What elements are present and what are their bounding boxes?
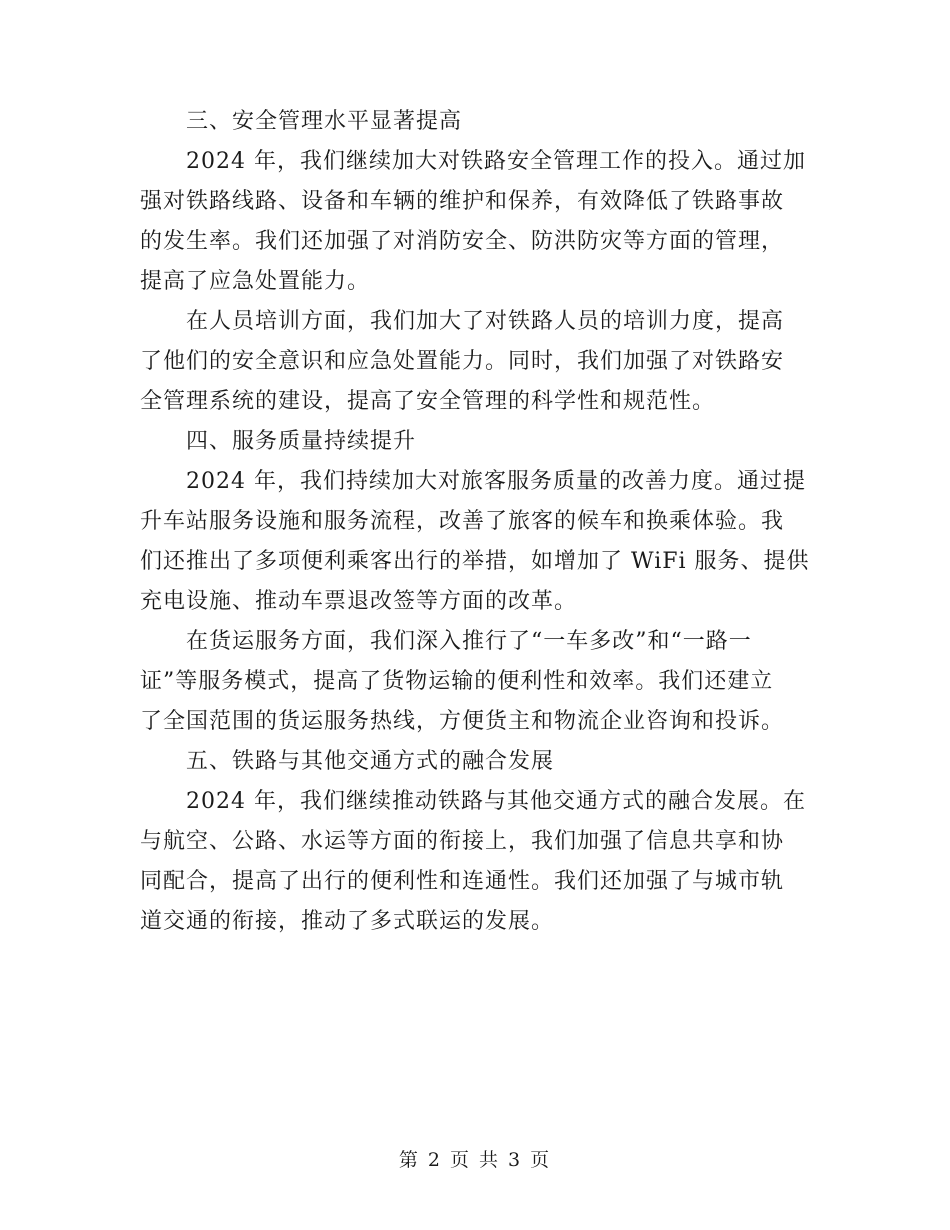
paragraph-safety-investment — [140, 142, 808, 302]
paragraph-line: 的发生率。我们还加强了对消防安全、防洪防灾等方面的管理， — [140, 229, 785, 254]
paragraph-line: 们还推出了多项便利乘客出行的举措，如增加了 WiFi 服务、提供 — [140, 549, 810, 574]
section-heading-integration — [140, 742, 808, 782]
paragraph-line: 在人员培训方面，我们加大了对铁路人员的培训力度，提高 — [186, 309, 785, 334]
paragraph-freight-service — [140, 622, 808, 742]
paragraph-line: 2024 年，我们持续加大对旅客服务质量的改善力度。通过提 — [186, 469, 806, 494]
paragraph-line: 提高了应急处置能力。 — [140, 269, 371, 294]
paragraph-staff-training — [140, 302, 808, 422]
document-body — [140, 102, 808, 942]
paragraph-line: 了全国范围的货运服务热线，方便货主和物流企业咨询和投诉。 — [140, 709, 785, 734]
paragraph-line: 强对铁路线路、设备和车辆的维护和保养，有效降低了铁路事故 — [140, 189, 785, 214]
section-heading-safety — [140, 102, 808, 142]
heading-line: 三、安全管理水平显著提高 — [186, 109, 463, 134]
paragraph-line: 了他们的安全意识和应急处置能力。同时，我们加强了对铁路安 — [140, 349, 785, 374]
paragraph-line: 升车站服务设施和服务流程，改善了旅客的候车和换乘体验。我 — [140, 509, 785, 534]
paragraph-line: 全管理系统的建设，提高了安全管理的科学性和规范性。 — [140, 389, 716, 414]
paragraph-line: 道交通的衔接，推动了多式联运的发展。 — [140, 909, 555, 934]
paragraph-line: 证”等服务模式，提高了货物运输的便利性和效率。我们还建立 — [140, 669, 774, 694]
heading-line: 五、铁路与其他交通方式的融合发展 — [186, 749, 555, 774]
paragraph-line: 2024 年，我们继续加大对铁路安全管理工作的投入。通过加 — [186, 149, 806, 174]
paragraph-line: 在货运服务方面，我们深入推行了“一车多改”和“一路一 — [186, 629, 752, 654]
paragraph-line: 2024 年，我们继续推动铁路与其他交通方式的融合发展。在 — [186, 789, 806, 814]
section-heading-service — [140, 422, 808, 462]
paragraph-line: 与航空、公路、水运等方面的衔接上，我们加强了信息共享和协 — [140, 829, 785, 854]
page-number-footer: 第 2 页 共 3 页 — [398, 1149, 552, 1171]
paragraph-transport-integration — [140, 782, 808, 942]
paragraph-passenger-service — [140, 462, 808, 622]
heading-line: 四、服务质量持续提升 — [186, 429, 417, 454]
paragraph-line: 同配合，提高了出行的便利性和连通性。我们还加强了与城市轨 — [140, 869, 785, 894]
paragraph-line: 充电设施、推动车票退改签等方面的改革。 — [140, 589, 578, 614]
